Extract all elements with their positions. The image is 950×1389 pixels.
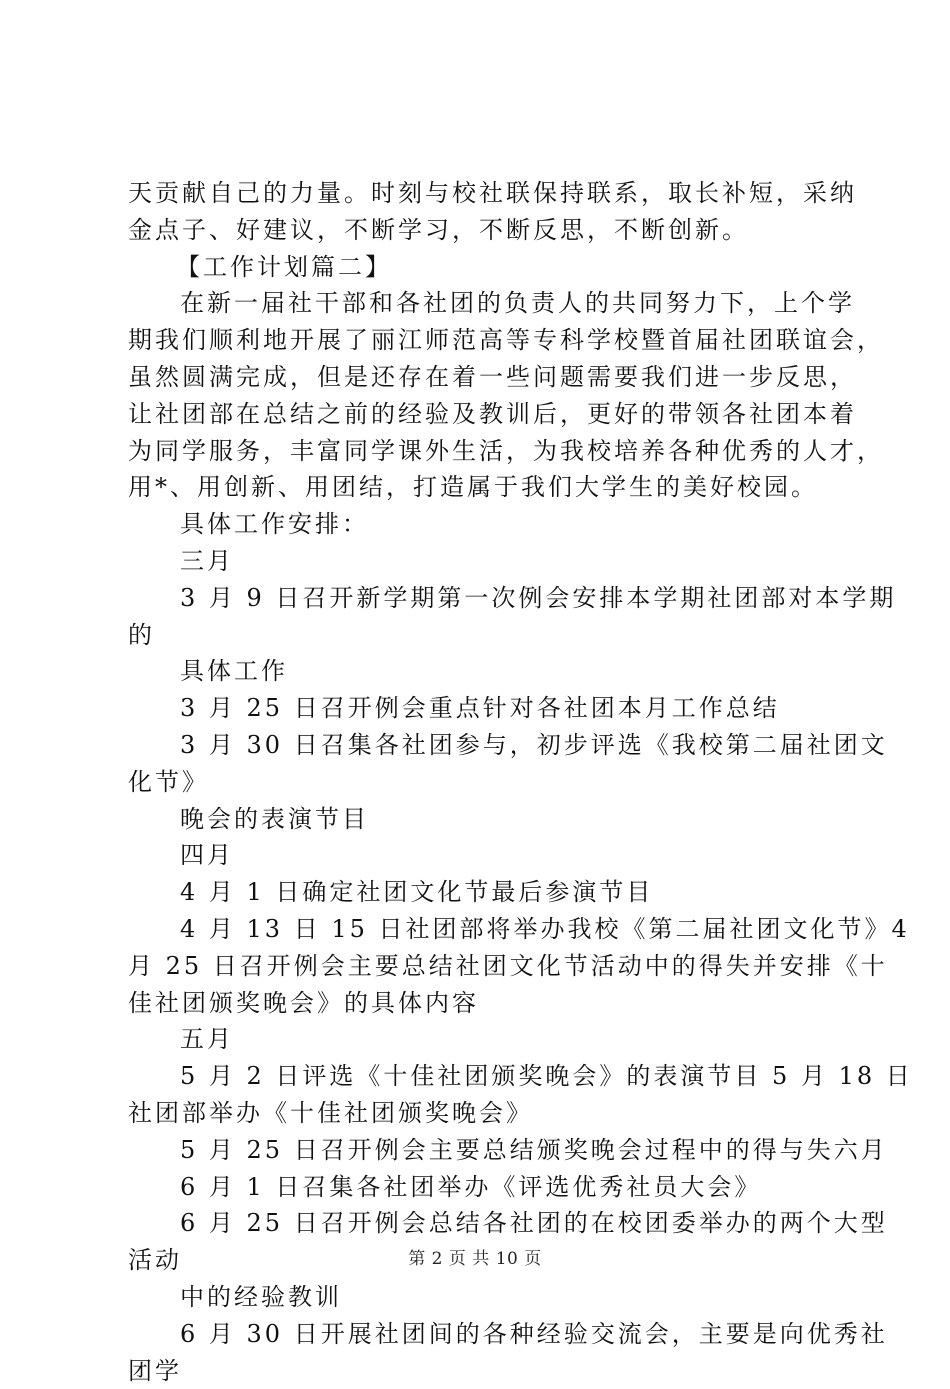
- text-line: 6 月 1 日召集各社团举办《评选优秀社员大会》: [128, 1169, 838, 1206]
- text-line: 6 月 30 日开展社团间的各种经验交流会，主要是向优秀社: [128, 1316, 838, 1353]
- text-line: 3 月 30 日召集各社团参与，初步评选《我校第二届社团文: [128, 727, 838, 764]
- text-line: 让社团部在总结之前的经验及教训后，更好的带领各社团本着: [128, 396, 838, 433]
- text-line: 为同学服务，丰富同学课外生活，为我校培养各种优秀的人才，: [128, 433, 838, 470]
- document-body: [128, 175, 838, 1389]
- month-heading: 四月: [128, 837, 838, 874]
- month-heading: 五月: [128, 1021, 838, 1058]
- text-line: 晚会的表演节目: [128, 801, 838, 838]
- text-line: 佳社团颁奖晚会》的具体内容: [128, 985, 838, 1022]
- text-line: 3 月 9 日召开新学期第一次例会安排本学期社团部对本学期: [128, 580, 838, 617]
- text-line: 3 月 25 日召开例会重点针对各社团本月工作总结: [128, 690, 838, 727]
- text-line: 具体工作: [128, 653, 838, 690]
- text-line: 在新一届社干部和各社团的负责人的共同努力下，上个学: [128, 285, 838, 322]
- text-line: 社团部举办《十佳社团颁奖晚会》: [128, 1095, 838, 1132]
- text-line: 用*、用创新、用团结，打造属于我们大学生的美好校园。: [128, 469, 838, 506]
- text-line: 天贡献自己的力量。时刻与校社联保持联系，取长补短，采纳: [128, 175, 838, 212]
- text-line: 化节》: [128, 764, 838, 801]
- text-line: 虽然圆满完成，但是还存在着一些问题需要我们进一步反思，: [128, 359, 838, 396]
- text-line: 中的经验教训: [128, 1279, 838, 1316]
- text-line: 活动: [128, 1242, 838, 1279]
- text-line: 期我们顺利地开展了丽江师范高等专科学校暨首届社团联谊会，: [128, 322, 838, 359]
- text-line: 5 月 2 日评选《十佳社团颁奖晚会》的表演节目 5 月 18 日: [128, 1058, 838, 1095]
- section-heading: 【工作计划篇二】: [128, 249, 838, 286]
- text-line: 4 月 1 日确定社团文化节最后参演节目: [128, 874, 838, 911]
- text-line: 团学: [128, 1353, 838, 1389]
- month-heading: 三月: [128, 543, 838, 580]
- text-line: 金点子、好建议，不断学习，不断反思，不断创新。: [128, 212, 838, 249]
- text-line: 5 月 25 日召开例会主要总结颁奖晚会过程中的得与失六月: [128, 1132, 838, 1169]
- text-line: 4 月 13 日 15 日社团部将举办我校《第二届社团文化节》4: [128, 911, 838, 948]
- text-line: 的: [128, 617, 838, 654]
- subheading: 具体工作安排：: [128, 506, 838, 543]
- text-line: 6 月 25 日召开例会总结各社团的在校团委举办的两个大型: [128, 1205, 838, 1242]
- text-line: 月 25 日召开例会主要总结社团文化节活动中的得失并安排《十: [128, 948, 838, 985]
- page-footer: 第 2 页 共 10 页: [0, 1244, 950, 1269]
